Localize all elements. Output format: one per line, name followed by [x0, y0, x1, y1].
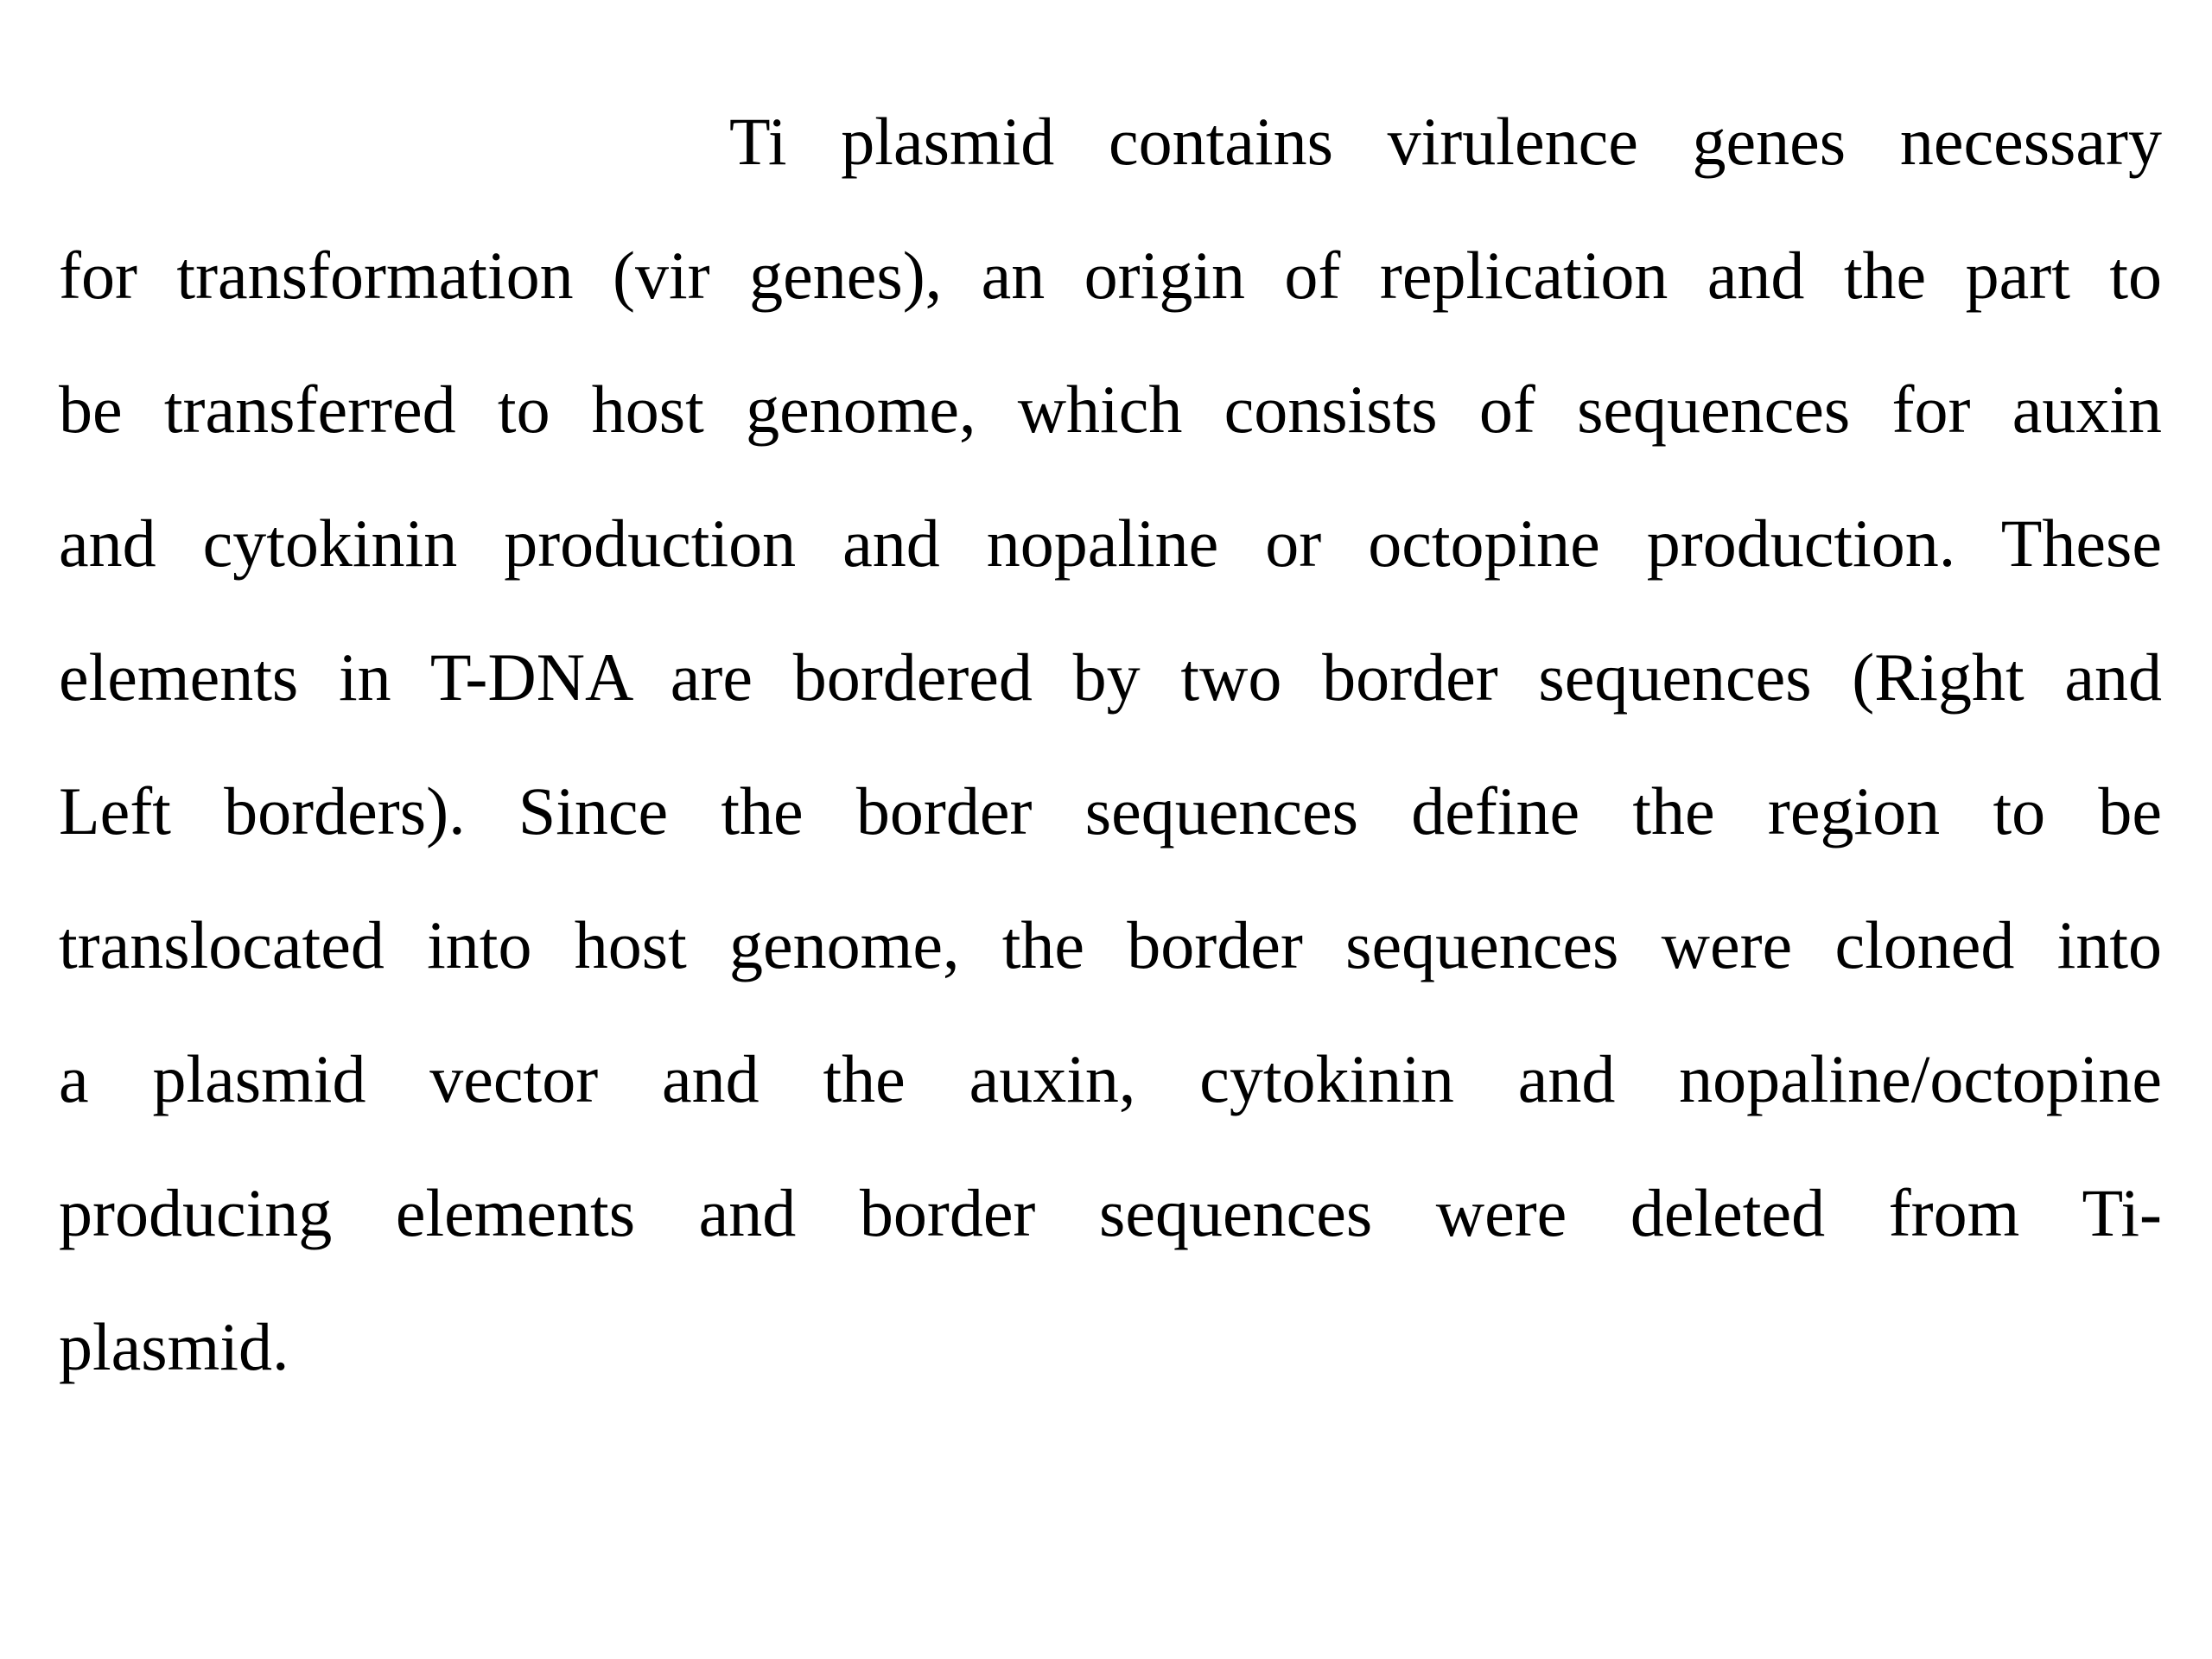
paragraph-line-10: plasmid.: [59, 1309, 289, 1384]
paragraph-line-7: translocated into host genome, the border sequences were cloned into: [59, 907, 2162, 982]
paragraph-line-5: elements in T-DNA are bordered by two border sequences (Right and: [59, 639, 2162, 715]
paragraph-line-1: Ti plasmid contains virulence genes necessary: [729, 104, 2162, 179]
paragraph-line-4: and cytokinin production and nopaline or octopine production. These: [59, 505, 2162, 581]
paragraph-line-3: be transferred to host genome, which consists of sequences for auxin: [59, 372, 2162, 447]
paragraph-line-6: Left borders). Since the border sequences define the region to be: [59, 773, 2162, 849]
paragraph-line-8: a plasmid vector and the auxin, cytokinin and nopaline/octopine: [59, 1041, 2162, 1116]
paragraph-line-9: producing elements and border sequences were deleted from Ti-: [59, 1175, 2162, 1250]
paragraph-line-2: for transformation (vir genes), an origin of replication and the part to: [59, 238, 2162, 313]
body-paragraph: [59, 74, 2162, 1414]
